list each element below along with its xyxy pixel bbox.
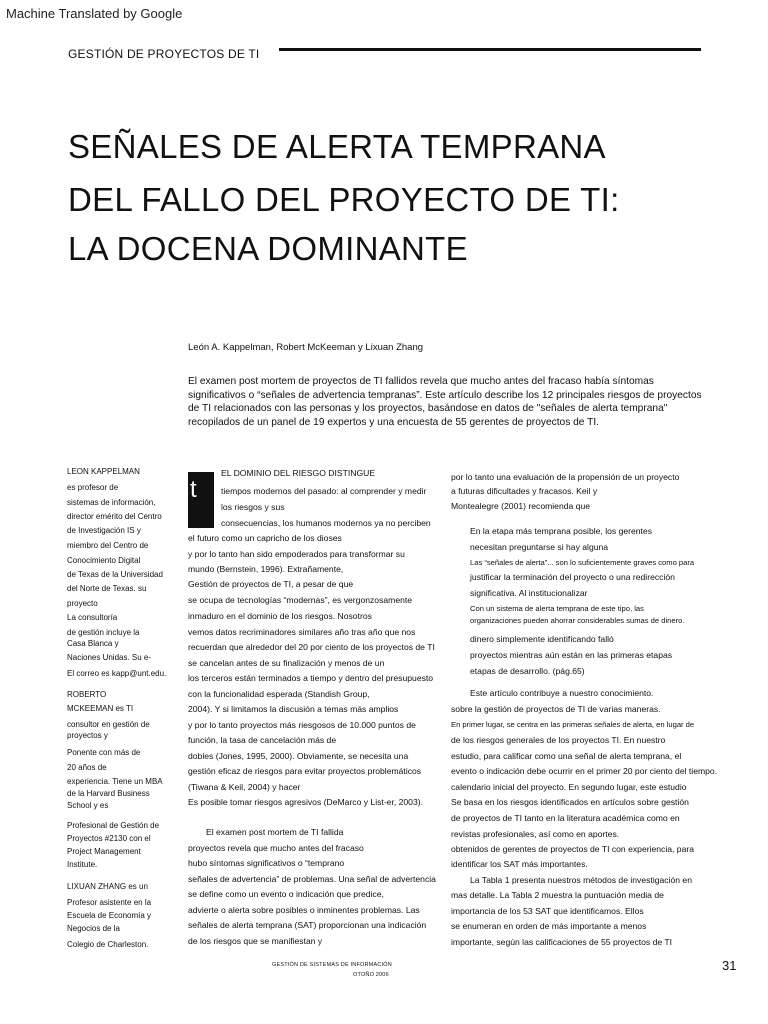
quote-line: significativa. Al institucionalizar	[470, 588, 588, 598]
body-line: con la funcionalidad esperada (Standish Group,	[188, 689, 370, 699]
bio-line: Profesional de Gestión de	[67, 821, 160, 830]
body-line: estudio, para calificar como una señal de alerta temprana, el	[451, 751, 682, 761]
bio-line: director emérito del Centro	[67, 512, 162, 521]
bio-line: MCKEEMAN es TI	[67, 704, 134, 713]
bio-line: de gestión incluye la	[67, 628, 140, 637]
bio-line: Institute.	[67, 860, 98, 869]
bio-line: 20 años de	[67, 763, 107, 772]
drop-cap-letter: t	[190, 476, 197, 503]
bio-line: Project Management	[67, 847, 141, 856]
bio-line: de Texas de la Universidad	[67, 570, 163, 579]
body-line: señales de alerta temprana (SAT) proporcionan una indicación	[188, 920, 427, 930]
title-line-2: DEL FALLO DEL PROYECTO DE TI:	[68, 181, 620, 218]
body-line: Este artículo contribuye a nuestro conocimiento.	[470, 688, 654, 698]
bio-line: Profesor asistente en la	[67, 898, 152, 907]
body-line: se ocupa de tecnologías “modernas”, es vergonzosamente	[188, 595, 413, 605]
bio-line: Conocimiento Digital	[67, 556, 141, 565]
quote-line: En la etapa más temprana posible, los gerentes	[470, 526, 653, 536]
body-line: La Tabla 1 presenta nuestros métodos de investigación en	[470, 875, 692, 885]
bio-line: LIXUAN ZHANG es un	[67, 882, 148, 891]
body-line: evento o indicación debe ocurrir en el primer 20 por ciento del tiempo.	[451, 766, 718, 776]
body-line: inmaduro en el dominio de los riesgos. Nosotros	[188, 611, 372, 621]
bio-line: miembro del Centro de	[67, 541, 149, 550]
body-line: EL DOMINIO DEL RIESGO DISTINGUE	[221, 468, 376, 478]
quote-line: Con un sistema de alerta temprana de este tipo, las	[470, 604, 644, 613]
bio-line: consultor en gestión de	[67, 720, 150, 729]
body-line: mundo (Bernstein, 1996). Extrañamente,	[188, 564, 344, 574]
bio-line: Naciones Unidas. Su e-	[67, 653, 152, 662]
body-line: señales de advertencia” de problemas. Una señal de advertencia	[188, 874, 436, 884]
bio-line: Escuela de Economía y	[67, 911, 152, 920]
footer-journal: GESTIÓN DE SISTEMAS DE INFORMACIÓN	[272, 962, 392, 968]
body-line: Montealegre (2001) recomienda que	[451, 501, 591, 511]
body-line: y por lo tanto proyectos más riesgosos de 10.000 puntos de	[188, 720, 416, 730]
body-line: advierte o alerta sobre posibles o inminentes problemas. Las	[188, 905, 420, 915]
quote-line: dinero simplemente identificando falló	[470, 634, 614, 644]
body-line: importancia de los 53 SAT que identificamos. Ellos	[451, 906, 644, 916]
quote-line: etapas de desarrollo. (pág.65)	[470, 666, 585, 676]
body-line: por lo tanto una evaluación de la propensión de un proyecto	[451, 472, 680, 482]
body-line: se define como un evento o indicación que predice,	[188, 889, 384, 899]
body-line: consecuencias, los humanos modernos ya no perciben	[221, 518, 431, 528]
bio-line: School y es	[67, 801, 109, 810]
footer-season: OTOÑO 2006	[353, 972, 389, 978]
bio-line: proyectos y	[67, 731, 108, 740]
body-line: sobre la gestión de proyectos de TI de varias maneras.	[451, 704, 661, 714]
body-line: calendario inicial del proyecto. En segundo lugar, este estudio	[451, 782, 687, 792]
bio-line: proyecto	[67, 599, 98, 608]
bio-line: del Norte de Texas. su	[67, 584, 147, 593]
quote-line: Las “señales de alerta”... son lo suficientemente graves como para	[470, 558, 695, 567]
body-line: función, la tasa de cancelación más de	[188, 735, 337, 745]
machine-translation-banner: Machine Translated by Google	[6, 6, 183, 21]
quote-line: organizaciones pueden ahorrar considerables sumas de dinero.	[470, 616, 685, 625]
header-rule	[279, 48, 701, 51]
bio-line: Proyectos #2130 con el	[67, 834, 151, 843]
bio-line: La consultoría	[67, 613, 118, 622]
section-header: GESTIÓN DE PROYECTOS DE TI	[68, 47, 260, 61]
body-line: 2004). Y si limitamos la discusión a temas más amplios	[188, 704, 399, 714]
body-line: hubo síntomas significativos o “temprano	[188, 858, 345, 868]
bio-line: Negocios de la	[67, 924, 120, 933]
abstract-line: El examen post mortem de proyectos de TI fallidos revela que mucho antes del fracaso había síntomas	[188, 376, 654, 387]
bio-line: es profesor de	[67, 483, 119, 492]
body-line: se cancelan antes de su finalización y menos de un	[188, 658, 385, 668]
body-line: se enumeran en orden de más importante a menos	[451, 921, 647, 931]
body-line: revistas profesionales, así como en aportes.	[451, 829, 620, 839]
abstract-line: significativos o “señales de advertencia tempranas”. Este artículo describe los 12 principales riesgos de proyectos	[188, 390, 702, 401]
title-line-1: SEÑALES DE ALERTA TEMPRANA	[68, 128, 606, 165]
page-number: 31	[722, 958, 737, 973]
body-line: el futuro como un capricho de los dioses	[188, 533, 342, 543]
body-line: obtenidos de gerentes de proyectos de TI con experiencia, para	[451, 844, 695, 854]
body-line: a futuras dificultades y fracasos. Keil y	[451, 486, 598, 496]
bio-line: El correo es kapp@unt.edu.	[67, 669, 167, 678]
body-line: mas detalle. La Tabla 2 muestra la puntuación media de	[451, 890, 664, 900]
title-line-3: LA DOCENA DOMINANTE	[68, 230, 468, 267]
body-line: recuerdan que alrededor del 20 por ciento de los proyectos de TI	[188, 642, 435, 652]
abstract-line: de TI relacionados con las personas y los proyectos, basándose en datos de "señales de alerta temprana"	[188, 403, 668, 414]
bio-line: Casa Blanca y	[67, 639, 119, 648]
body-line: y por lo tanto han sido empoderados para transformar su	[188, 549, 405, 559]
bio-line: Colegio de Charleston.	[67, 940, 149, 949]
body-line: dobles (Jones, 1995, 2000). Obviamente, se necesita una	[188, 751, 409, 761]
body-line: Es posible tomar riesgos agresivos (DeMarco y List-er, 2003).	[188, 797, 423, 807]
body-line: Gestión de proyectos de TI, a pesar de que	[188, 579, 354, 589]
body-line: los riesgos y sus	[221, 502, 285, 512]
body-line: de proyectos de TI tanto en la literatura académica como en	[451, 813, 680, 823]
body-line: identificar los SAT más importantes.	[451, 859, 588, 869]
body-line: (Tiwana & Keil, 2004) y hacer	[188, 782, 301, 792]
bio-line: LEON KAPPELMAN	[67, 467, 140, 476]
bio-line: ROBERTO	[67, 690, 107, 699]
bio-line: de la Harvard Business	[67, 789, 150, 798]
bio-line: Ponente con más de	[67, 748, 141, 757]
bio-line: de Investigación IS y	[67, 526, 141, 535]
body-line: importante, según las calificaciones de 55 proyectos de TI	[451, 937, 673, 947]
body-line: de los riesgos generales de los proyectos TI. En nuestro	[451, 735, 666, 745]
body-line: tiempos modernos del pasado: al comprender y medir	[221, 486, 427, 496]
body-line: los terceros están terminados a tiempo y dentro del presupuesto	[188, 673, 434, 683]
body-line: proyectos revela que mucho antes del fracaso	[188, 843, 364, 853]
quote-line: proyectos mientras aún están en las primeras etapas	[470, 650, 673, 660]
body-line: de los riesgos que se manifiestan y	[188, 936, 323, 946]
abstract-line: recopilados de un panel de 19 expertos y una encuesta de 55 gerentes de proyectos de TI.	[188, 417, 599, 428]
body-line: En primer lugar, se centra en las primeras señales de alerta, en lugar de	[451, 720, 695, 729]
quote-line: justificar la terminación del proyecto o una redirección	[470, 572, 675, 582]
body-line: Se basa en los riesgos identificados en artículos sobre gestión	[451, 797, 689, 807]
body-line: El examen post mortem de TI fallida	[206, 827, 344, 837]
body-line: vemos datos recriminadores similares año tras año que nos	[188, 627, 416, 637]
bio-line: sistemas de información,	[67, 498, 156, 507]
author-list: León A. Kappelman, Robert McKeeman y Lixuan Zhang	[188, 342, 424, 353]
body-line: gestión eficaz de riesgos para evitar proyectos problemáticos	[188, 766, 422, 776]
bio-line: experiencia. Tiene un MBA	[67, 777, 163, 786]
quote-line: necesitan preguntarse si hay alguna	[470, 542, 609, 552]
